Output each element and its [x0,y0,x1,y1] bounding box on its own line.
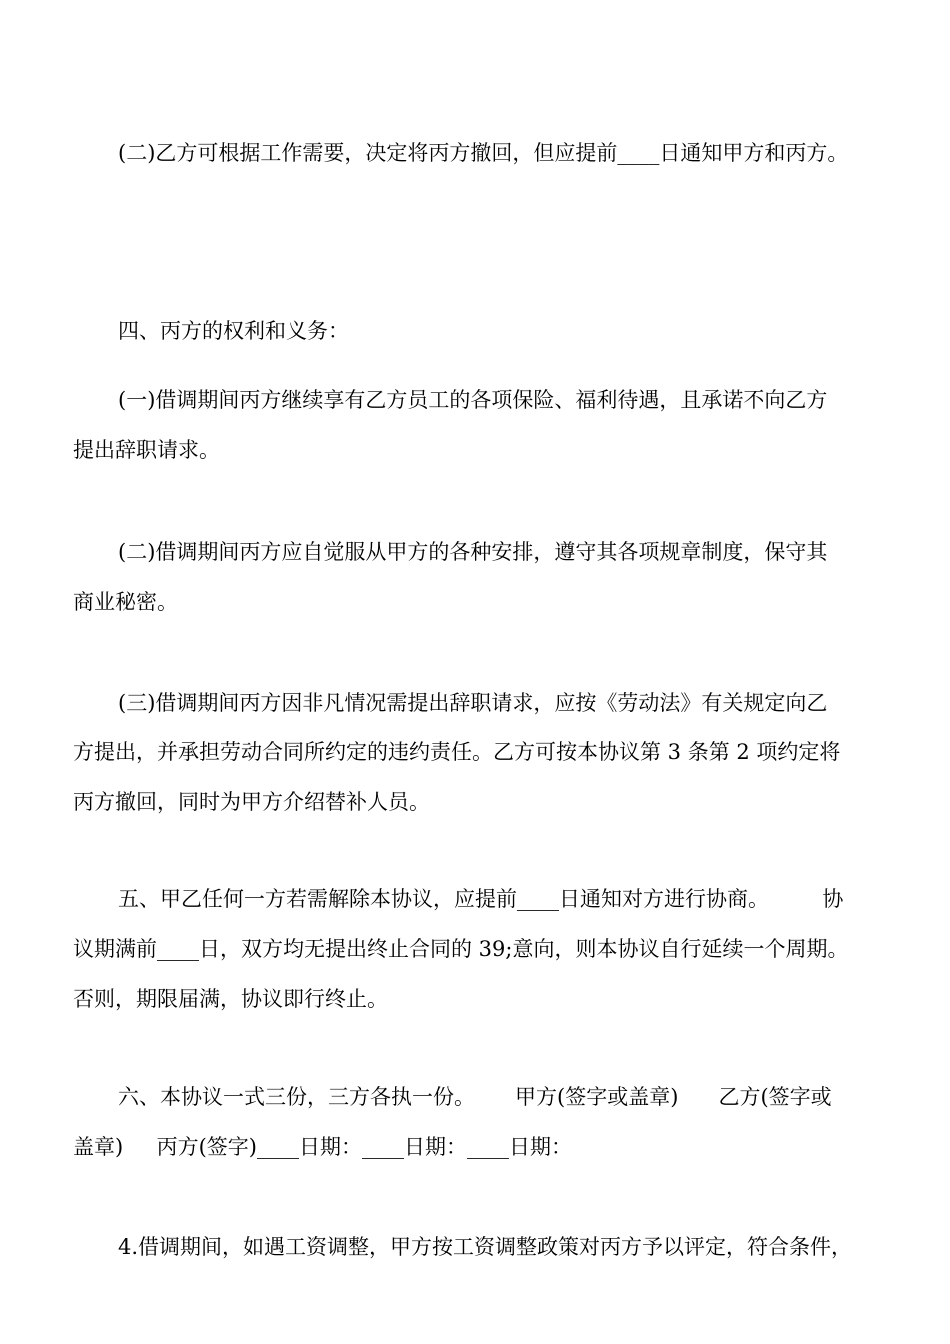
paragraph-line: (二)乙方可根据工作需要，决定将丙方撤回，但应提前____日通知甲方和丙方。 [118,141,849,165]
paragraph-line: 方提出，并承担劳动合同所约定的违约责任。乙方可按本协议第 3 条第 2 项约定将 [73,740,841,764]
paragraph-line: 商业秘密。 [73,590,178,614]
paragraph-line: 议期满前____日，双方均无提出终止合同的 39;意向，则本协议自行延续一个周期。 [73,937,849,961]
paragraph-line: (一)借调期间丙方继续享有乙方员工的各项保险、福利待遇，且承诺不向乙方 [118,388,828,412]
paragraph-line: 六、本协议一式三份，三方各执一份。 甲方(签字或盖章) 乙方(签字或 [118,1085,832,1109]
paragraph-line: 五、甲乙任何一方若需解除本协议，应提前____日通知对方进行协商。 协 [118,887,844,911]
paragraph-line: (三)借调期间丙方因非凡情况需提出辞职请求，应按《劳动法》有关规定向乙 [118,691,828,715]
paragraph-line: 丙方撤回，同时为甲方介绍替补人员。 [73,790,430,814]
paragraph-line: 4.借调期间，如遇工资调整，甲方按工资调整政策对丙方予以评定，符合条件， [118,1235,853,1259]
paragraph-line: 盖章) 丙方(签字)____日期：____日期：____日期： [73,1135,572,1159]
paragraph-line: 否则，期限届满，协议即行终止。 [73,987,388,1011]
paragraph-line: (二)借调期间丙方应自觉服从甲方的各种安排，遵守其各项规章制度，保守其 [118,540,828,564]
section-heading: 四、丙方的权利和义务： [118,319,349,343]
paragraph-line: 提出辞职请求。 [73,438,220,462]
